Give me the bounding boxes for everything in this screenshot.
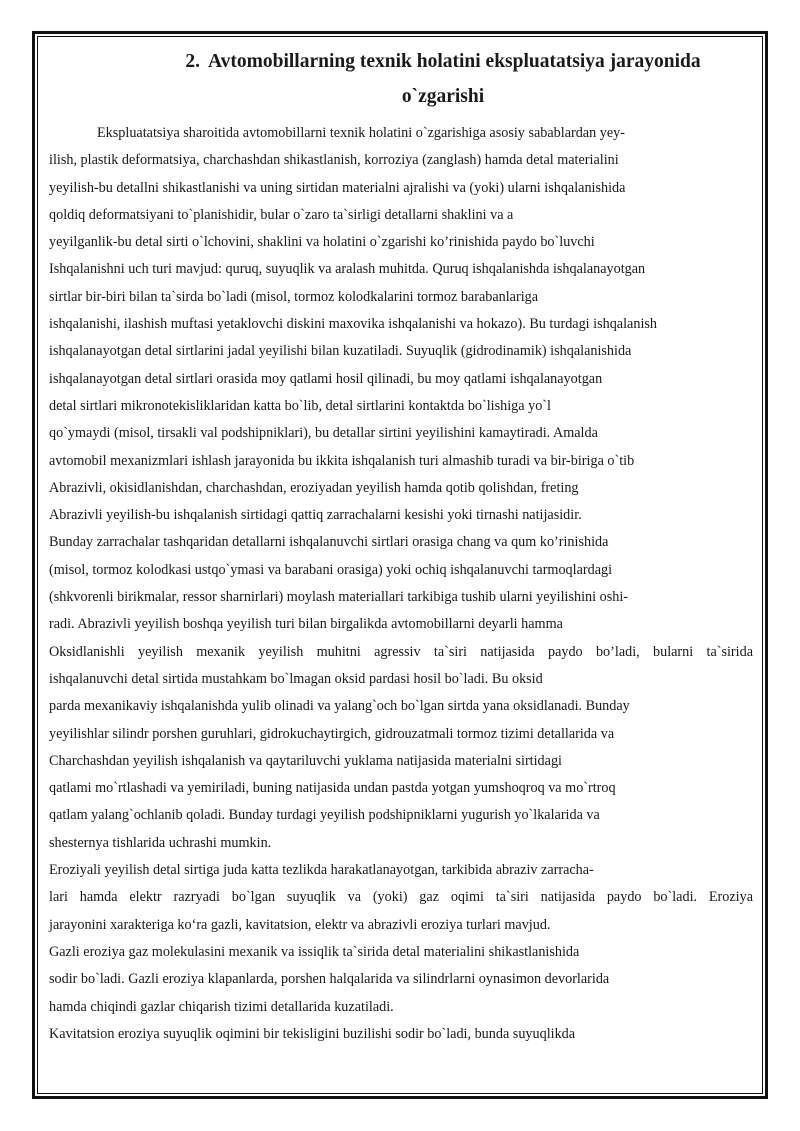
- text-line: detal sirtlari mikronotekisliklaridan katta bo`lib, detal sirtlarini kontaktda bo`lishiga yo`l: [49, 397, 551, 414]
- text-line: sodir bo`ladi. Gazli eroziya klapanlarda, porshen halqalarida va silindrlarni oynasimon devorlarida: [49, 971, 610, 988]
- text-line: Abrazivli yeyilish-bu ishqalanish sirtidagi qattiq zarrachalarni kesishi yoki tirnashi natijasidir.: [49, 507, 582, 524]
- text-line: ishqalanuvchi detal sirtida mustahkam bo`lmagan oksid pardasi hosil bo`ladi. Bu oksid: [49, 670, 543, 687]
- text-line: ishqalanayotgan detal sirtlari orasida moy qatlami hosil qilinadi, bu moy qatlami ishqalanayotgan: [49, 370, 603, 387]
- text-line: Ekspluatatsiya sharoitida avtomobillarni texnik holatini o`zgarishiga asosiy sabablardan yey-: [97, 125, 625, 141]
- section-heading: [49, 44, 753, 114]
- text-line: radi. Abrazivli yeyilish boshqa yeyilish turi bilan birgalikda avtomobillarni deyarli hamma: [49, 616, 563, 633]
- section-title-line2: o`zgarishi: [401, 86, 485, 107]
- text-line: shesternya tishlarida uchrashi mumkin.: [49, 834, 272, 851]
- text-line: Oksidlanishli yeyilish mexanik yeyilish muhitni agressiv ta`siri natijasida paydo bo’ladi, bularni ta`sirida: [49, 643, 753, 660]
- text-line: ishqalanayotgan detal sirtlarini jadal yeyilishi bilan kuzatiladi. Suyuqlik (gidrodinamik) ishqalanishida: [49, 343, 632, 360]
- text-line: Charchashdan yeyilish ishqalanish va qaytariluvchi yuklama natijasida materialni sirtidagi: [49, 752, 562, 769]
- text-line: qoldiq deformatsiyani to`planishidir, bular o`zaro ta`sirligi detallarni shaklini va a: [49, 206, 514, 223]
- text-line: Kavitatsion eroziya suyuqlik oqimini bir tekisligini buzilishi sodir bo`ladi, bunda suyuqlikda: [49, 1025, 576, 1042]
- text-line: avtomobil mexanizmlari ishlash jarayonida bu ikkita ishqalanish turi almashib turadi va bir-biriga o`tib: [49, 452, 635, 469]
- text-line: Abrazivli, okisidlanishdan, charchashdan, eroziyadan yeyilish hamda qotib qolishdan, freting: [49, 479, 579, 496]
- document-body: [49, 44, 753, 1048]
- text-line: yeyilganlik-bu detal sirti o`lchovini, shaklini va holatini o`zgarishi ko’rinishida paydo bo`luvchi: [49, 234, 595, 251]
- text-line: Ishqalanishni uch turi mavjud: quruq, suyuqlik va aralash muhitda. Quruq ishqalanishda ishqalanayotgan: [49, 261, 646, 278]
- text-line: yeyilishlar silindr porshen guruhlari, gidrokuchaytirgich, gidrouzatmali tormoz tizimi detallarida va: [49, 725, 615, 742]
- text-line: Eroziyali yeyilish detal sirtiga juda katta tezlikda harakatlanayotgan, tarkibida abraziv zarracha-: [49, 862, 594, 879]
- text-line: yeyilish-bu detallni shikastlanishi va uning sirtidan materialni ajralishi va (yoki) ularni ishqalanishida: [49, 179, 626, 196]
- text-line: jarayonini xarakteriga ko‘ra gazli, kavitatsion, elektr va abrazivli eroziya turlari mavjud.: [49, 916, 551, 933]
- text-line: ishqalanishi, ilashish muftasi yetaklovchi diskini maxovika ishqalanishi va hokazo). Bu turdagi ishqalanish: [49, 316, 657, 333]
- text-line: parda mexanikaviy ishqalanishda yulib olinadi va yalang`och bo`lgan sirtda yana oksidlanadi. Bunday: [49, 698, 630, 715]
- section-number: 2.: [185, 51, 200, 72]
- text-line: Bunday zarrachalar tashqaridan detallarni ishqalanuvchi sirtlari orasiga chang va qum ko’rinishida: [49, 534, 609, 551]
- text-line: qo`ymaydi (misol, tirsakli val podshipniklari), bu detallar sirtini yeyilishini kamaytiradi. Amalda: [49, 425, 598, 442]
- text-line: ilish, plastik deformatsiya, charchashdan shikastlanish, korroziya (zanglash) hamda detal materialini: [49, 152, 619, 169]
- text-line: lari hamda elektr razryadi bo`lgan suyuqlik va (yoki) gaz oqimi ta`siri natijasida paydo bo`ladi. Eroziya: [49, 889, 753, 906]
- body-text: [49, 120, 753, 1048]
- section-title-line1: Avtomobillarning texnik holatini ekspluatatsiya jarayonida: [208, 51, 701, 72]
- text-line: qatlami mo`rtlashadi va yemiriladi, buning natijasida undan pastda yotgan yumshoqroq va mo`rtroq: [49, 780, 616, 797]
- text-line: qatlam yalang`ochlanib qoladi. Bunday turdagi yeyilish podshipniklarni yugurish yo`lkalarida va: [49, 807, 600, 824]
- text-line: Gazli eroziya gaz molekulasini mexanik va issiqlik ta`sirida detal materialini shikastlanishida: [49, 943, 580, 960]
- text-line: hamda chiqindi gazlar chiqarish tizimi detallarida kuzatiladi.: [49, 998, 394, 1015]
- text-line: (shkvorenli birikmalar, ressor sharnirlari) moylash materiallari tarkibiga tushib ularni yeyilishini oshi-: [49, 589, 629, 606]
- text-line: sirtlar bir-biri bilan ta`sirda bo`ladi (misol, tormoz kolodkalarini tormoz barabanlariga: [49, 288, 539, 305]
- text-line: (misol, tormoz kolodkasi ustqo`ymasi va barabani orasiga) yoki ochiq ishqalanuvchi tarmoqlardagi: [49, 561, 613, 578]
